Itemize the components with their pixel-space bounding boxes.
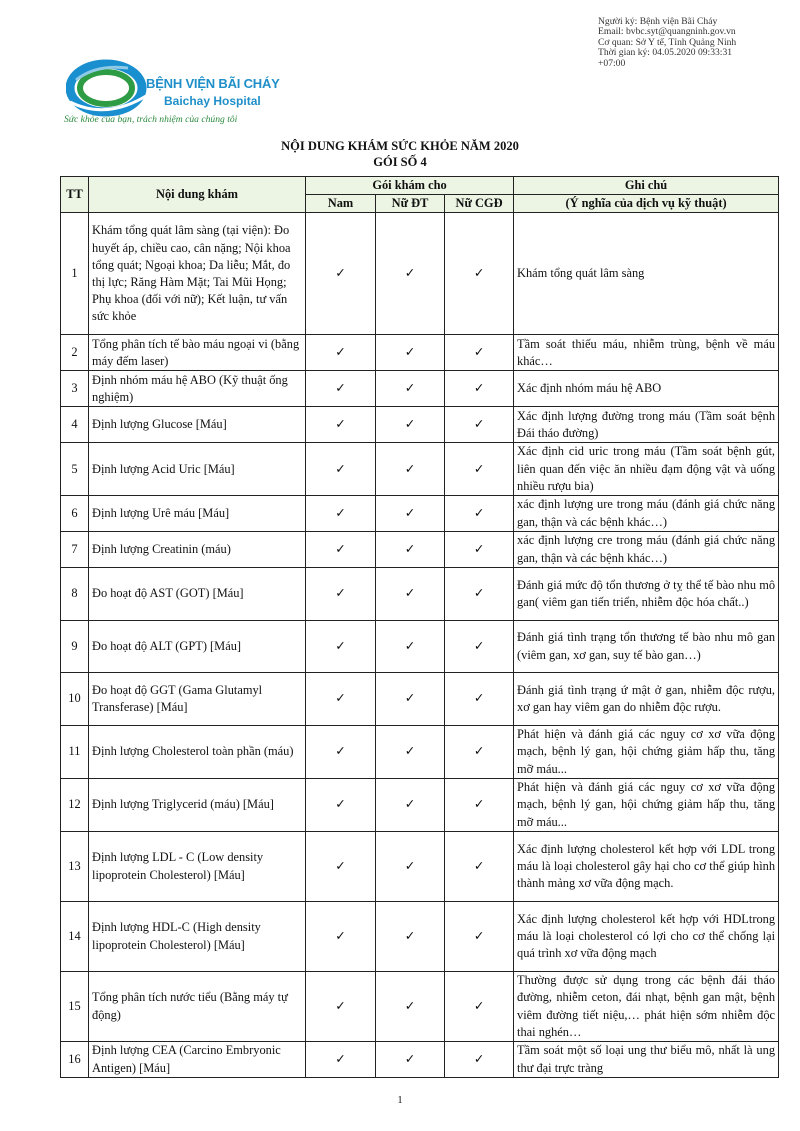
- check-female-cgd: ✓: [445, 371, 514, 407]
- table-row: [61, 673, 779, 726]
- check-female-cgd: ✓: [445, 726, 514, 779]
- exam-package-table: [60, 176, 779, 1078]
- row-content: Định lượng HDL-C (High density lipoprotein Cholesterol) [Máu]: [89, 902, 306, 972]
- header-note-sub: (Ý nghĩa của dịch vụ kỹ thuật): [514, 195, 779, 213]
- row-note: Thường được sử dụng trong các bệnh đái tháo đường, nhiễm ceton, đái nhạt, bệnh gan mật, bệnh viêm đường tiết niệu,… phát hiện sớm nhiễm độc thai nghén…: [514, 972, 779, 1042]
- digital-signature-block: [598, 17, 788, 69]
- row-number: 6: [61, 496, 89, 532]
- row-number: 8: [61, 568, 89, 621]
- row-note: Đánh giá tình trạng tổn thương tế bào nhu mô gan (viêm gan, xơ gan, suy tế bào gan…): [514, 621, 779, 673]
- row-number: 7: [61, 532, 89, 568]
- table-row: [61, 213, 779, 335]
- row-content: Tổng phân tích tế bào máu ngoại vi (bằng máy đếm laser): [89, 335, 306, 371]
- row-number: 12: [61, 779, 89, 832]
- page-number: 1: [397, 1095, 403, 1106]
- check-female-cgd: ✓: [445, 972, 514, 1042]
- check-female-cgd: ✓: [445, 335, 514, 371]
- table-row: [61, 621, 779, 673]
- check-male: ✓: [306, 407, 376, 443]
- header-female-cgd: Nữ CGĐ: [445, 195, 514, 213]
- row-note: xác định lượng cre trong máu (đánh giá chức năng gan, thận và các bệnh khác…): [514, 532, 779, 568]
- logo-name: BỆNH VIỆN BÃI CHÁY: [146, 76, 280, 91]
- row-note: Xác định cid uric trong máu (Tầm soát bệnh gút, liên quan đến việc ăn nhiều đạm động vật và uống nhiều rượu bia): [514, 443, 779, 496]
- row-content: Đo hoạt độ GGT (Gama Glutamyl Transferase) [Máu]: [89, 673, 306, 726]
- row-number: 2: [61, 335, 89, 371]
- header-package: Gói khám cho: [306, 177, 514, 195]
- check-female-dt: ✓: [376, 621, 445, 673]
- table-row: [61, 443, 779, 496]
- table-row: [61, 832, 779, 902]
- document-title: NỘI DUNG KHÁM SỨC KHỎE NĂM 2020: [281, 139, 519, 153]
- row-content: Tổng phân tích nước tiểu (Bằng máy tự động): [89, 972, 306, 1042]
- check-male: ✓: [306, 335, 376, 371]
- check-female-cgd: ✓: [445, 407, 514, 443]
- row-number: 3: [61, 371, 89, 407]
- table-row: [61, 726, 779, 779]
- check-female-dt: ✓: [376, 532, 445, 568]
- check-female-dt: ✓: [376, 443, 445, 496]
- row-note: Xác định lượng cholesterol kết hợp với HDLtrong máu là loại cholesterol có lợi cho cơ thể chống lại quá trình xơ vữa động mạch: [514, 902, 779, 972]
- row-content: Định nhóm máu hệ ABO (Kỹ thuật ống nghiệm): [89, 371, 306, 407]
- signature-time: Thời gian ký: 04.05.2020 09:33:31: [598, 47, 733, 59]
- check-male: ✓: [306, 832, 376, 902]
- row-note: xác định lượng ure trong máu (đánh giá chức năng gan, thận và các bệnh khác…): [514, 496, 779, 532]
- row-number: 5: [61, 443, 89, 496]
- table-row: [61, 407, 779, 443]
- row-content: Đo hoạt độ AST (GOT) [Máu]: [89, 568, 306, 621]
- row-content: Định lượng Urê máu [Máu]: [89, 496, 306, 532]
- row-note: Xác định lượng cholesterol kết hợp với LDL trong máu là loại cholesterol gây hại cho cơ thể giúp hình thành mảng xơ vữa động mạch.: [514, 832, 779, 902]
- table-row: [61, 371, 779, 407]
- check-female-cgd: ✓: [445, 673, 514, 726]
- check-female-dt: ✓: [376, 972, 445, 1042]
- check-male: ✓: [306, 972, 376, 1042]
- row-content: Định lượng Cholesterol toàn phần (máu): [89, 726, 306, 779]
- check-female-cgd: ✓: [445, 832, 514, 902]
- signature-email: Email: bvbc.syt@quangninh.gov.vn: [598, 26, 736, 38]
- row-number: 10: [61, 673, 89, 726]
- table-row: [61, 568, 779, 621]
- row-number: 9: [61, 621, 89, 673]
- row-note: Đánh giá tình trạng ứ mật ở gan, nhiễm độc rượu, xơ gan hay viêm gan do nhiễm độc rượu.: [514, 673, 779, 726]
- check-male: ✓: [306, 726, 376, 779]
- check-female-dt: ✓: [376, 213, 445, 335]
- signature-signer: Người ký: Bệnh viện Bãi Cháy: [598, 16, 718, 27]
- header-male: Nam: [306, 195, 376, 213]
- table-row: [61, 496, 779, 532]
- check-female-dt: ✓: [376, 496, 445, 532]
- check-female-dt: ✓: [376, 371, 445, 407]
- check-male: ✓: [306, 902, 376, 972]
- signature-agency: Cơ quan: Sở Y tế, Tỉnh Quảng Ninh: [598, 36, 737, 48]
- row-note: Xác định nhóm máu hệ ABO: [514, 371, 779, 407]
- check-male: ✓: [306, 496, 376, 532]
- check-female-dt: ✓: [376, 673, 445, 726]
- logo-english-name: Baichay Hospital: [164, 94, 261, 108]
- row-content: Định lượng CEA (Carcino Embryonic Antigen) [Máu]: [89, 1042, 306, 1078]
- row-number: 15: [61, 972, 89, 1042]
- check-male: ✓: [306, 371, 376, 407]
- row-number: 14: [61, 902, 89, 972]
- check-female-dt: ✓: [376, 832, 445, 902]
- table-row: [61, 335, 779, 371]
- hospital-logo: [52, 48, 282, 130]
- header-note: Ghi chú: [514, 177, 779, 195]
- row-note: Khám tổng quát lâm sàng: [514, 213, 779, 335]
- row-number: 4: [61, 407, 89, 443]
- table-row: [61, 779, 779, 832]
- check-female-dt: ✓: [376, 726, 445, 779]
- check-male: ✓: [306, 673, 376, 726]
- check-male: ✓: [306, 532, 376, 568]
- row-note: Tầm soát thiếu máu, nhiễm trùng, bệnh về máu khác…: [514, 335, 779, 371]
- row-note: Tầm soát một số loại ung thư biểu mô, nhất là ung thư đại trực tràng: [514, 1042, 779, 1078]
- header-female-dt: Nữ ĐT: [376, 195, 445, 213]
- signature-timezone: +07:00: [598, 57, 626, 69]
- check-male: ✓: [306, 568, 376, 621]
- check-female-cgd: ✓: [445, 532, 514, 568]
- row-note: Xác định lượng đường trong máu (Tầm soát bệnh Đái tháo đường): [514, 407, 779, 443]
- table-row: [61, 902, 779, 972]
- check-female-cgd: ✓: [445, 779, 514, 832]
- table-row: [61, 532, 779, 568]
- check-male: ✓: [306, 213, 376, 335]
- row-content: Định lượng LDL - C (Low density lipoprotein Cholesterol) [Máu]: [89, 832, 306, 902]
- row-content: Định lượng Acid Uric [Máu]: [89, 443, 306, 496]
- check-male: ✓: [306, 1042, 376, 1078]
- check-female-dt: ✓: [376, 335, 445, 371]
- check-female-cgd: ✓: [445, 902, 514, 972]
- header-content: Nội dung khám: [89, 177, 306, 213]
- table-row: [61, 972, 779, 1042]
- check-female-cgd: ✓: [445, 443, 514, 496]
- document-subtitle: GÓI SỐ 4: [373, 155, 427, 169]
- check-female-cgd: ✓: [445, 568, 514, 621]
- check-female-cgd: ✓: [445, 496, 514, 532]
- check-female-dt: ✓: [376, 407, 445, 443]
- check-female-cgd: ✓: [445, 1042, 514, 1078]
- row-number: 1: [61, 213, 89, 335]
- check-female-dt: ✓: [376, 568, 445, 621]
- check-female-dt: ✓: [376, 902, 445, 972]
- table-row: [61, 1042, 779, 1078]
- check-female-cgd: ✓: [445, 213, 514, 335]
- row-content: Khám tổng quát lâm sàng (tại viện): Đo huyết áp, chiều cao, cân nặng; Nội khoa tổng quát; Ngoại khoa; Da liễu; Mắt, đo thị lực; Răng Hàm Mặt; Tai Mũi Họng; Phụ khoa (đối với nữ); Kết luận, tư vấn sức khỏe: [89, 213, 306, 335]
- row-number: 11: [61, 726, 89, 779]
- row-note: Phát hiện và đánh giá các nguy cơ xơ vữa động mạch, bệnh lý gan, hội chứng giảm hấp thu, tăng mỡ máu...: [514, 779, 779, 832]
- check-female-cgd: ✓: [445, 621, 514, 673]
- row-content: Định lượng Glucose [Máu]: [89, 407, 306, 443]
- check-female-dt: ✓: [376, 779, 445, 832]
- check-male: ✓: [306, 779, 376, 832]
- row-number: 16: [61, 1042, 89, 1078]
- logo-slogan: Sức khỏe của bạn, trách nhiệm của chúng tôi: [64, 114, 238, 125]
- check-male: ✓: [306, 621, 376, 673]
- check-female-dt: ✓: [376, 1042, 445, 1078]
- header-tt: TT: [61, 177, 89, 213]
- row-content: Đo hoạt độ ALT (GPT) [Máu]: [89, 621, 306, 673]
- row-note: Đánh giá mức độ tổn thương ở tỵ thể tế bào nhu mô gan( viêm gan tiến triển, nhiễm độc hóa chất..): [514, 568, 779, 621]
- row-number: 13: [61, 832, 89, 902]
- check-male: ✓: [306, 443, 376, 496]
- row-content: Định lượng Triglycerid (máu) [Máu]: [89, 779, 306, 832]
- row-content: Định lượng Creatinin (máu): [89, 532, 306, 568]
- row-note: Phát hiện và đánh giá các nguy cơ xơ vữa động mạch, bệnh lý gan, hội chứng giảm hấp thu, tăng mỡ máu...: [514, 726, 779, 779]
